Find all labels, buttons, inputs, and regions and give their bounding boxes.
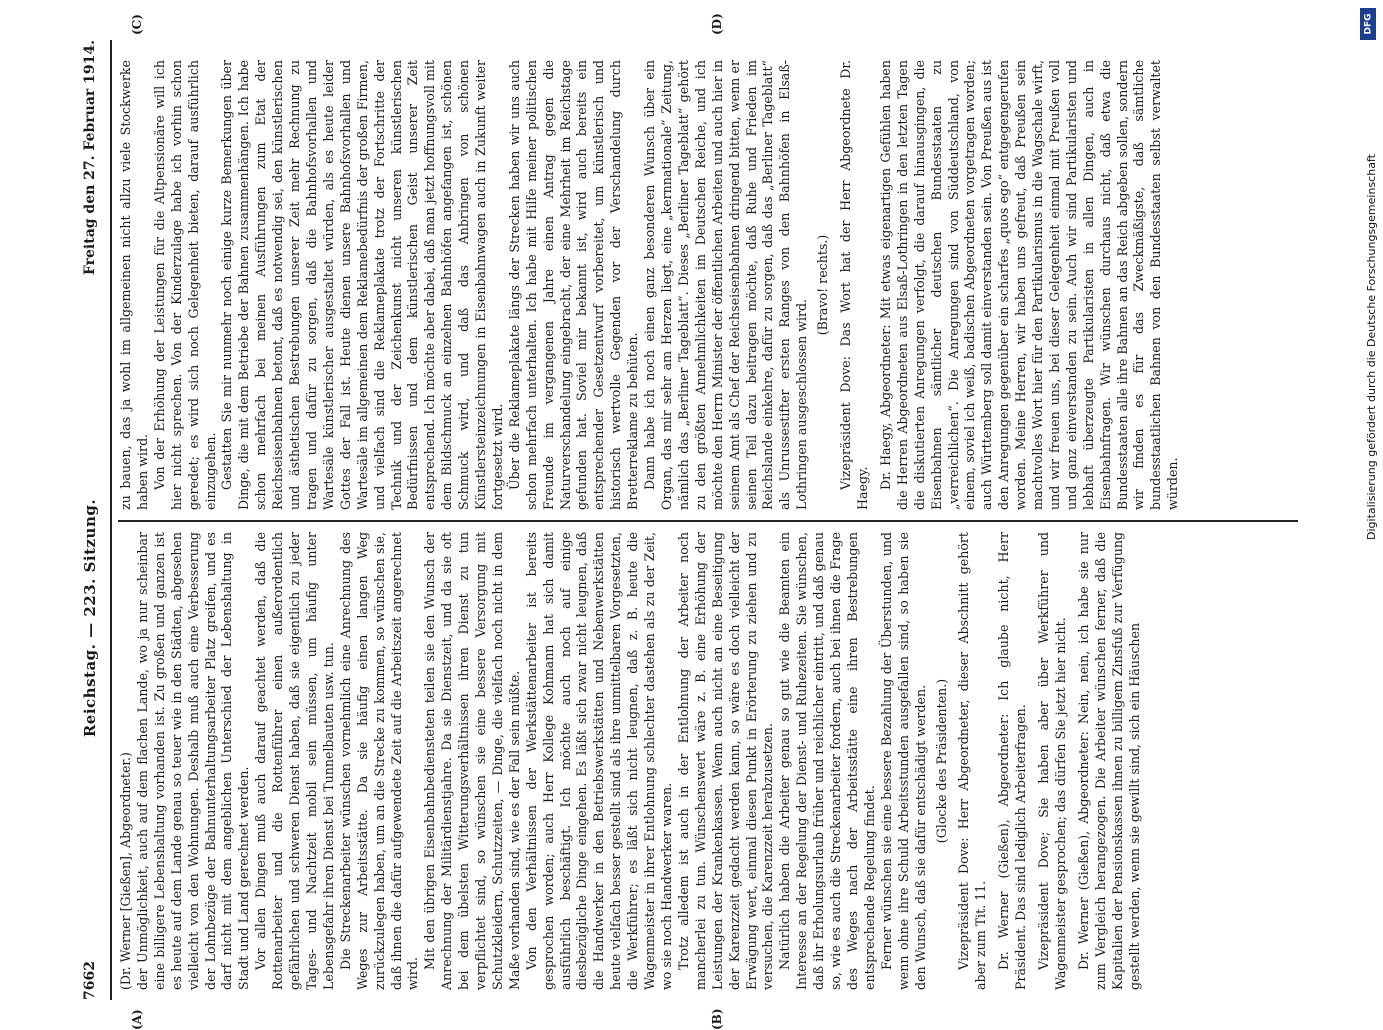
page-number: 7662	[82, 961, 98, 1000]
paragraph: Vor allen Dingen muß auch darauf geachtet werden, daß die Rottenarbeiter und die Rottenführer einen außerordentlich gefährlichen und schweren Dienst haben, daß sie eigentlich zu jeder Tages- und Nachtzeit mobil sein müssen, um häufig unter Lebensgefahr ihren Dienst bei Tunnelbauten usw. tun.	[253, 532, 338, 990]
paragraph: Von der Erhöhung der Leistungen für die Altpensionäre will ich hier nicht sprechen. Von der Kinderzulage habe ich vorhin schon geredet; es wird sich noch Gelegenheit bieten, darauf ausführlich einzugehen.	[152, 60, 220, 510]
margin-marker-b: (B)	[710, 1009, 724, 1030]
right-column	[118, 50, 1298, 520]
scanned-page	[10, 0, 1350, 1000]
speech-turn: Vizepräsident Dove: Das Wort hat der Herr Abgeordnete Dr. Haegy.	[838, 60, 872, 510]
speaker-note: (Dr. Werner [Gießen], Abgeordneter.)	[118, 532, 135, 990]
left-column	[118, 520, 1298, 1000]
speech-turn: Dr. Haegy, Abgeordneter: Mit etwas eigenartigen Gefühlen haben die Herren Abgeordneten aus Elsaß-Lothringen in den letzten Tagen die diskutierten Anregungen verfolgt, die darauf hinausgingen, die Eisenbahnen sämtlicher deutschen Bundesstaaten zu „verreichlichen“. Die Anregungen sind von Süddeutschland, von einem, soviel ich weiß, badischen Abgeordneten vorgetragen worden; auch Württemberg soll damit einverstanden sein. Von Preußen aus ist den Anregungen gegenüber ein scharfes „quos ego“ entgegengerufen worden. Meine Herren, wir haben uns gefreut, daß Preußen sein machtvolles Wort hier für den Partikularismus in die Wagschale wirft, und wir freuen uns, bei dieser Gelegenheit einmal mit Preußen voll und ganz einverstanden zu sein. Auch wir sind Partikularisten und lebhaft überzeugte Partikularisten in allen Dingen, auch in Eisenbahnfragen. Wir wünschen durchaus nicht, daß etwa die Bundesstaaten alle ihre Bahnen an das Reich abgeben sollen, sondern wir finden es für das Zweckmäßigste, daß sämtliche bundesstaatlichen Bahnen von den Bundesstaaten selbst verwaltet würden.	[878, 60, 1182, 510]
dfg-logo-text: DFG	[1363, 13, 1373, 34]
speech-turn: Dr. Werner (Gießen), Abgeordneter: Nein, nein, ich habe sie nur zum Vergleich herangezogen. Die Arbeiter wünschen ferner, daß die Kapitalien der Pensionskassen ihnen zu billigem Zinsfuß zur Verfügung gestellt werden, wenn sie gewillt sind, sich ein Häuschen	[1076, 532, 1144, 990]
page-title: Reichstag. — 223. Sitzung.	[81, 499, 99, 737]
paragraph: Über die Reklameplakate längs der Strecken haben wir uns auch schon mehrfach unterhalten. Ich habe mit Hilfe meiner politischen Freunde im vergangenen Jahre einen Antrag gegen die Naturverschandelung eingebracht, der eine Mehrheit im Reichstage gefunden hat. Soviel mir bekannt ist, wird auch bereits ein entsprechender Gesetzentwurf vorbereitet, um künstlerisch und historisch wertvolle Gegenden vor der Verschandelung durch Bretterreklame zu behüten.	[507, 60, 642, 510]
paragraph: Gestatten Sie mir nunmehr noch einige kurze Bemerkungen über Dinge, die mit dem Betriebe der Bahnen zusammenhängen. Ich habe schon mehrfach bei meinen Ausführungen zum Etat der Reichseisenbahnen betont, daß es notwendig sei, den künstlerischen und ästhetischen Bestrebungen unserer Zeit mehr Rechnung zu tragen und dafür zu sorgen, daß die Bahnhofsvorhallen und Wartesäle künstlerischer ausgestaltet würden, als es heute leider Gottes der Fall ist. Heute dienen unsere Bahnhofsvorhallen und Wartesäle im allgemeinen dem Reklamebedürfnis der großen Firmen, und vielfach sind die Reklameplakate trotz der Fortschritte der Technik und der Zeichenkunst nicht unseren künstlerischen Bedürfnissen und dem künstlerischen Geist unserer Zeit entsprechend. Ich möchte aber dabei, daß man jetzt hoffnungsvoll mit dem Bildschmuck an einzelnen Bahnhöfen angefangen ist, schönen Schmuck wird, und daß das Anbringen von schönen Künstlersteinzeichnungen in Eisenbahnwagen auch in Zukunft weiter fortgesetzt wird.	[219, 60, 506, 510]
margin-marker-d: (D)	[710, 13, 724, 35]
speech-turn: Dr. Werner (Gießen), Abgeordneter: Ich glaube nicht, Herr Präsident. Das sind lediglich Arbeiterfragen.	[996, 532, 1030, 990]
paragraph: Mit den übrigen Eisenbahnbediensteten teilen sie den Wunsch der Anrechnung der Militärdienstjahre. Da sie Dienstzeit, und da sie oft bei dem übelsten Witterungsverhältnissen ihren Dienst zu tun verpflichtet sind, so wünschen sie eine bessere Versorgung mit Schutzkleidern, Schutzzeiten, — Dinge, die vielfach noch nicht in dem Maße vorhanden sind, wie es der Fall sein müßte.	[422, 532, 523, 990]
speech-turn: Vizepräsident Dove: Herr Abgeordneter, dieser Abschnitt gehört aber zum Tit. 11.	[956, 532, 990, 990]
applause-note: (Bravo! rechts.)	[815, 60, 832, 510]
rotated-page	[70, 40, 1310, 1000]
paragraph: Von den Verhältnissen der Werkstättenarbeiter ist bereits gesprochen worden; auch Herr Kollege Kohmann hat sich damit ausführlich beschäftigt. Ich möchte auch noch auf einige diesbezügliche Dinge eingehen. Es läßt sich zwar nicht leugnen, daß die Handwerker in den Betriebswerkstätten und Nebenwerkstätten heute vielfach besser gestellt sind als ihre unmittelbaren Vorgesetzten, die Werkführer; es läßt sich nicht leugnen, daß z. B. heute die Wagenmeister in ihrer Entlohnung schlechter dastehen als zu der Zeit, wo sie noch Handwerker waren.	[524, 532, 676, 990]
paragraph: Trotz alledem ist auch in der Entlohnung der Arbeiter noch mancherlei zu tun. Wünschenswert wäre z. B. eine Erhöhung der Leistungen der Krankenkassen. Wenn auch nicht an eine Beseitigung der Karenzzeit gedacht werden kann, so wäre es doch vielleicht der Erwägung wert, einmal diesen Punkt in Erörterung zu ziehen und zu versuchen, die Karenzzeit herabzusetzen.	[676, 532, 777, 990]
paragraph: zu bauen, das ja wohl im allgemeinen nicht allzu viele Stockwerke haben wird.	[118, 60, 152, 510]
paragraph: Dann habe ich noch einen ganz besonderen Wunsch über ein Organ, das mir sehr am Herzen liegt, eine „kernnationale“ Zeitung, nämlich das „Berliner Tageblatt“. Dieses „Berliner Tageblatt“ gehört zu den größten Annehmlichkeiten im Deutschen Reiche, und ich möchte den Herrn Minister der öffentlichen Arbeiten und auch hier in seinem Amt als Chef der Reichseisenbahnen dringend bitten, wenn er seinen Teil dazu beitragen möchte, daß Ruhe und Frieden im Reichslande einkehre, dafür zu sorgen, daß das „Berliner Tageblatt“ als Unrussestifter ersten Ranges von den Bahnhöfen in Elsaß-Lothringen ausgeschlossen wird.	[642, 60, 811, 510]
page-date: Freitag den 27. Februar 1914.	[82, 40, 98, 275]
text-columns	[118, 40, 1298, 1000]
paragraph: Die Streckenarbeiter wünschen vornehmlich eine Anrechnung des Weges zur Arbeitsstätte. Da sie häufig einen langen Weg zurückzulegen haben, um an die Strecke zu kommen, so wünschen sie, daß ihnen die dafür aufgewendete Zeit auf die Arbeitszeit angerechnet wird.	[338, 532, 423, 990]
margin-marker-a: (A)	[130, 1009, 144, 1030]
paragraph: Ferner wünschen sie eine bessere Bezahlung der Überstunden, und wenn ohne ihre Schuld Arbeitsstunden ausgefallen sind, so haben sie den Wunsch, daß sie dafür entschädigt werden.	[879, 532, 930, 990]
margin-marker-c: (C)	[130, 14, 144, 35]
page-header	[70, 40, 112, 1000]
speech-turn: Vizepräsident Dove; Sie haben aber über Werkführer und Wagenmeister gesprochen; das dürfen Sie jetzt hier nicht.	[1036, 532, 1070, 990]
digitization-credit: Digitalisierung gefördert durch die Deutsche Forschungsgemeinschaft	[1365, 0, 1379, 540]
paragraph: der Unmöglichkeit, auch auf dem flachen Lande, wo ja nur scheinbar eine billigere Lebenshaltung vorhanden ist. Zu großen und ganzen ist es heute auf dem Lande genau so teuer wie in den Städten, abgesehen vielleicht von den Wohnungen. Deshalb muß auch eine Verbesserung der Lohnbezüge der Bahnunterhaltungsarbeiter Platz greifen, und es darf nicht mit dem angeblichen Unterschied der Lebenshaltung in Stadt und Land gerechnet werden.	[135, 532, 253, 990]
paragraph: Natürlich haben die Arbeiter genau so gut wie die Beamten ein Interesse an der Regelung der Dienst- und Ruhezeiten. Sie wünschen, daß ihr Erholungsurlaub früher und reichlicher eintritt, und daß genau so, wie es auch die Streckenarbeiter fordern, auch bei ihnen die Frage des Weges nach der Arbeitsstätte eine ihren Bestrebungen entsprechende Regelung findet.	[777, 532, 878, 990]
president-bell-note: (Glocke des Präsidenten.)	[934, 532, 951, 990]
